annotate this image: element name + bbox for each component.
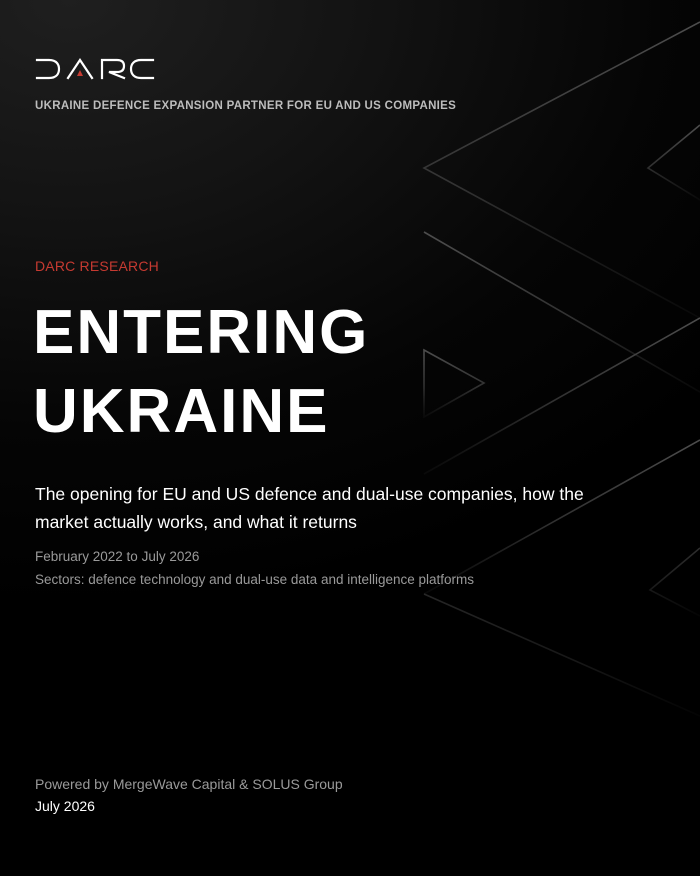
report-sectors: Sectors: defence technology and dual-use data and intelligence platforms [35,572,475,587]
darc-logo [35,58,155,80]
report-period: February 2022 to July 2026 [35,549,200,564]
report-title [33,293,369,451]
report-description: The opening for EU and US defence and dual-use companies, how the market actually works, and what it returns [35,484,584,532]
section-label: DARC RESEARCH [35,258,159,274]
powered-by: Powered by MergeWave Capital & SOLUS Group [35,776,343,792]
title-line: UKRAINE [33,377,330,446]
title-line: ENTERING [33,298,370,367]
footer [35,773,343,817]
report-meta [35,545,474,591]
tagline: UKRAINE DEFENCE EXPANSION PARTNER FOR EU AND US COMPANIES [35,100,457,112]
publication-date: July 2026 [35,798,95,814]
